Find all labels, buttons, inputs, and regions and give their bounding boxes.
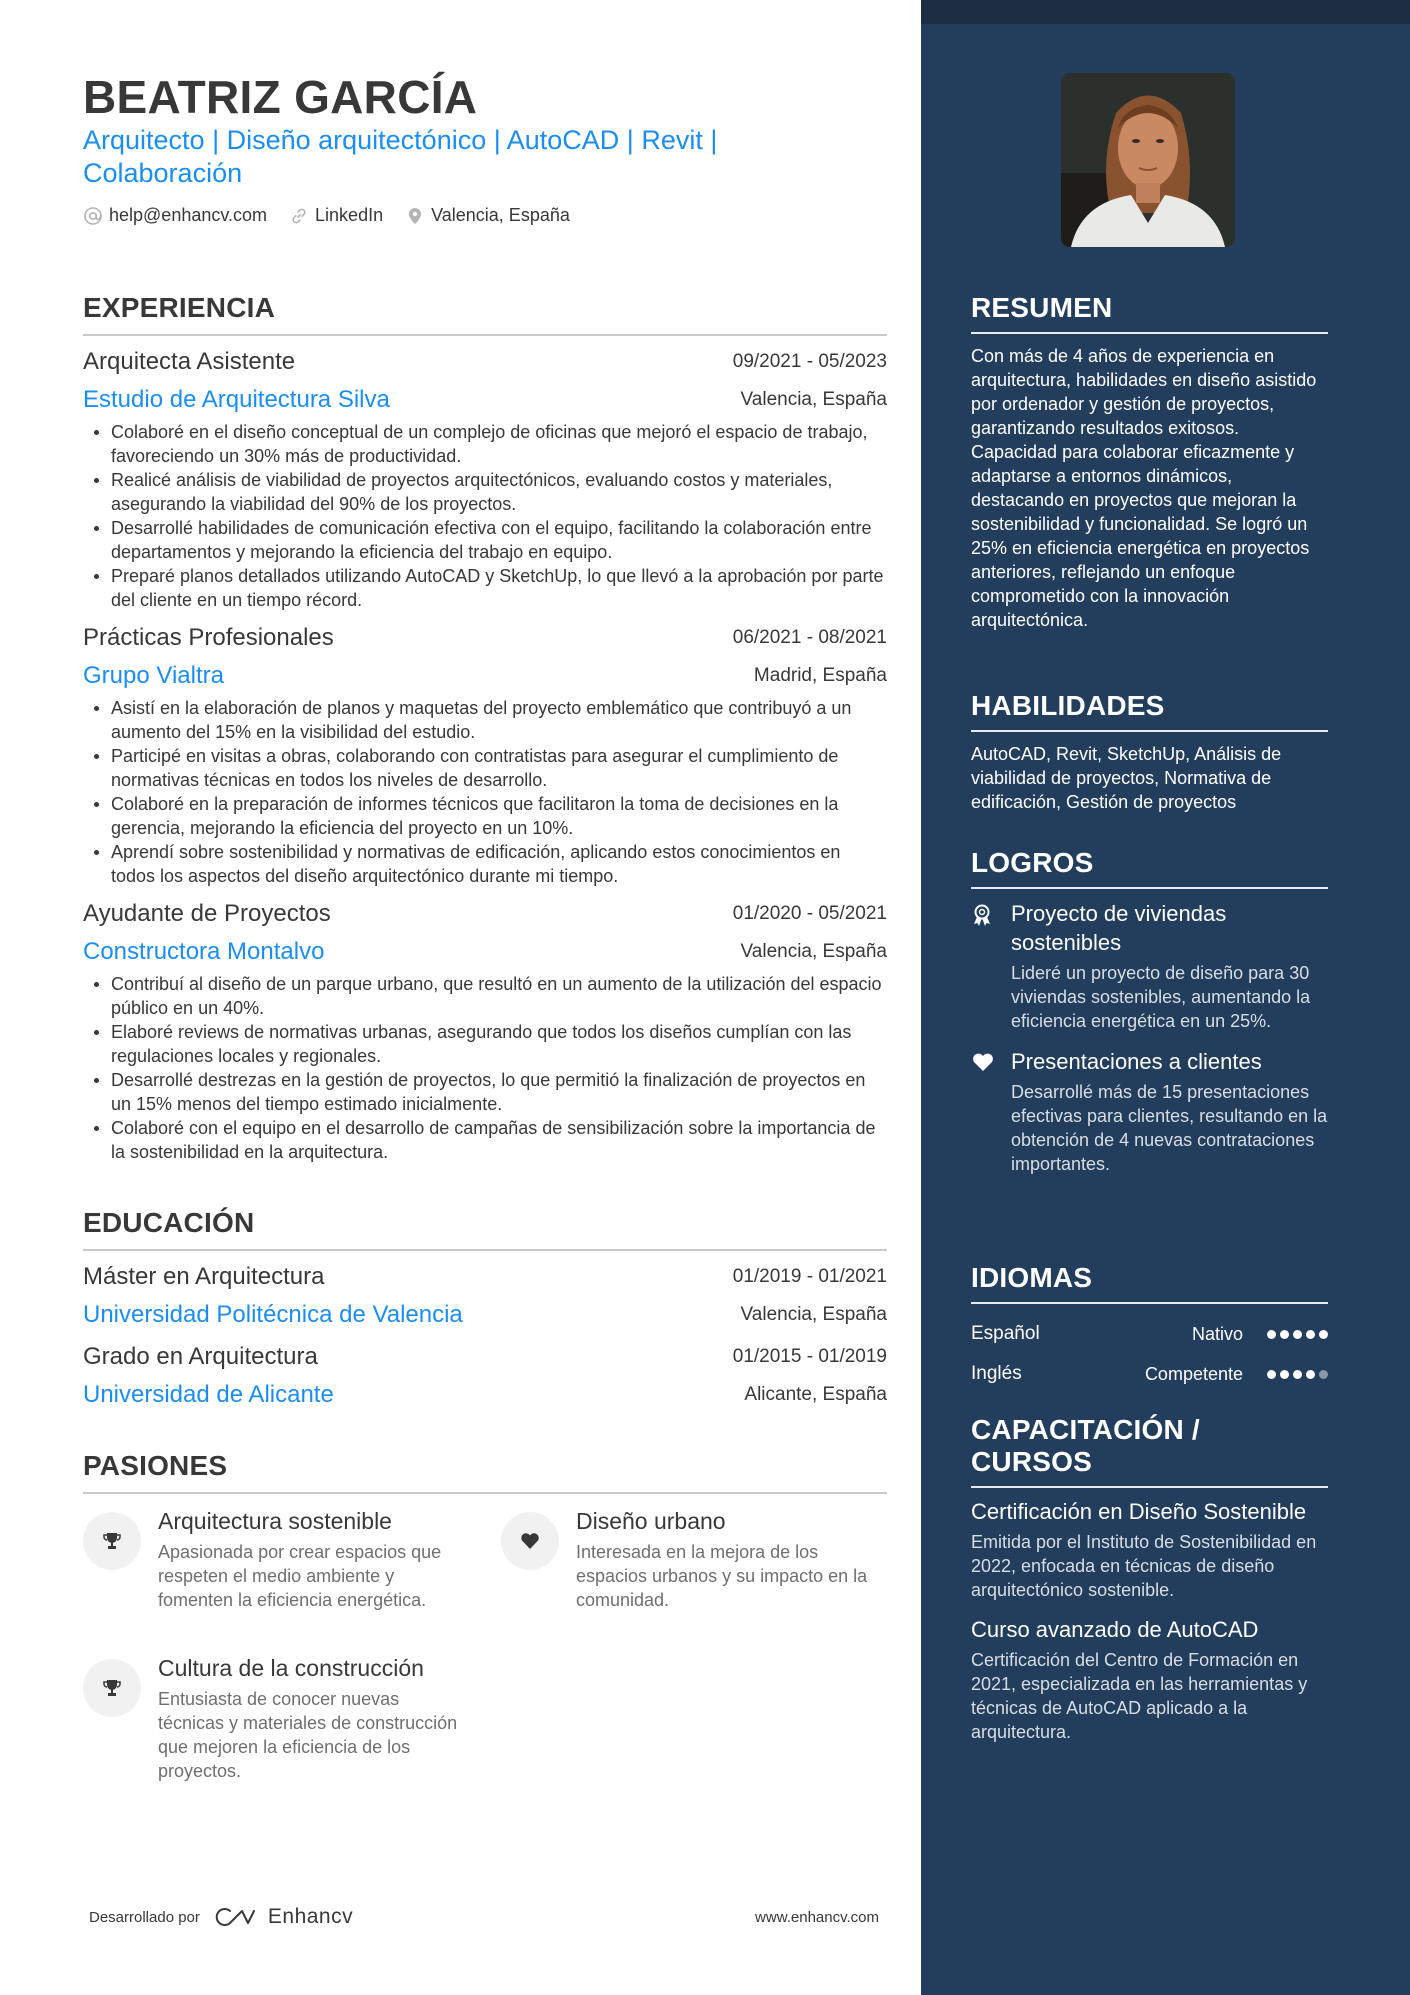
passion-title: Cultura de la construcción [158,1655,424,1681]
job-bullets [83,696,887,888]
bullet-item: Colaboré en el diseño conceptual de un complejo de oficinas que mejoró el espacio de trabajo, favoreciendo un 30% más de productividad. [83,420,887,468]
at-icon [83,206,103,226]
powered-by-label: Desarrollado por [89,1908,200,1926]
headline: Arquitecto | Diseño arquitectónico | AutoCAD | Revit | Colaboración [83,125,718,188]
bullet-item: Contribuí al diseño de un parque urbano, que resultó en un aumento de la utilización del espacio público en un 40%. [83,972,887,1020]
education-entry [83,1337,887,1413]
job-dates: 06/2021 - 08/2021 [732,627,887,648]
job-role: Ayudante de Proyectos [83,900,331,927]
trophy-icon [83,1659,141,1717]
passion-item [83,1653,473,1783]
languages-section [971,1262,1328,1394]
achievement-item [971,899,1328,1033]
contact-row [83,205,592,226]
award-icon [971,899,1011,1033]
passion-title: Diseño urbano [576,1508,726,1534]
sidebar-top-band [921,0,1410,24]
summary-text: Con más de 4 años de experiencia en arquitectura, habilidades en diseño asistido por ordenador y gestión de proyectos, garantizando resultados exitosos. Capacidad para colaborar eficazmente y adaptarse a entornos dinámicos, destacando en proyectos que mejoran la sostenibilidad y funcionalidad. Se logró un 25% en eficiencia energética en proyectos anteriores, reflejando un enfoque comprometido con la innovación arquitectónica. [971,346,1317,630]
candidate-name: BEATRIZ GARCÍA [83,71,478,123]
language-level: Nativo [1191,1323,1243,1344]
section-title-experience: EXPERIENCIA [83,292,887,336]
dot-filled [1293,1330,1302,1339]
language-name: Inglés [971,1363,1022,1384]
edu-dates: 01/2019 - 01/2021 [732,1266,887,1287]
powered-by [89,1905,353,1929]
course-desc: Emitida por el Instituto de Sostenibilidad en 2022, enfocada en técnicas de diseño arquitectónico sostenible. [971,1532,1317,1600]
achievement-item [971,1047,1328,1176]
section-title-achievements: LOGROS [971,847,1328,889]
brand-name: Enhancv [267,1905,354,1928]
passion-item [501,1506,891,1612]
section-title-passions: PASIONES [83,1450,887,1494]
edu-location: Alicante, España [744,1384,887,1405]
job-location: Valencia, España [740,389,887,410]
bullet-item: Realicé análisis de viabilidad de proyectos arquitectónicos, evaluando costos y materiales, asegurando la viabilidad del 90% de los proyectos. [83,468,887,516]
job-bullets [83,420,887,612]
contact-linkedin[interactable] [289,205,383,226]
website-link[interactable]: www.enhancv.com [755,1908,879,1926]
school: Universidad Politécnica de Valencia [83,1301,463,1328]
dot-filled [1267,1330,1276,1339]
language-item [971,1314,1328,1354]
link-icon [289,206,309,226]
sidebar [921,0,1410,1995]
dot-filled [1267,1370,1276,1379]
degree: Máster en Arquitectura [83,1263,325,1290]
dot-filled [1306,1330,1315,1339]
course-title: Curso avanzado de AutoCAD [971,1617,1259,1642]
achievement-title: Presentaciones a clientes [1011,1049,1262,1074]
profile-photo [1061,73,1235,247]
skills-section [971,690,1328,814]
map-pin-icon [405,206,425,226]
bullet-item: Participé en visitas a obras, colaborando con contratistas para asegurar el cumplimiento de normativas técnicas en todos los niveles de desarrollo. [83,744,887,792]
bullet-item: Colaboré en la preparación de informes técnicos que facilitaron la toma de decisiones en la gerencia, mejorando la eficiencia del proyecto en un 10%. [83,792,887,840]
skills-text: AutoCAD, Revit, SketchUp, Análisis de viabilidad de proyectos, Normativa de edificación, Gestión de proyectos [971,744,1282,812]
summary-section [971,292,1328,632]
course-desc: Certificación del Centro de Formación en 2021, especializada en las herramientas y técnicas de AutoCAD aplicado a la arquitectura. [971,1650,1308,1742]
job-company: Constructora Montalvo [83,938,325,965]
bullet-item: Desarrollé habilidades de comunicación efectiva con el equipo, facilitando la colaboración entre departamentos y mejorando la eficiencia del trabajo en equipo. [83,516,887,564]
section-title-skills: HABILIDADES [971,690,1328,732]
education-section [83,1207,887,1413]
dot-filled [1319,1330,1328,1339]
footer [83,1905,879,1929]
passion-item [83,1506,473,1612]
job-dates: 09/2021 - 05/2023 [732,351,887,372]
achievement-title: Proyecto de viviendas sostenibles [1011,901,1227,955]
course-title: Certificación en Diseño Sostenible [971,1499,1307,1524]
passions-section [83,1450,887,1790]
section-title-summary: RESUMEN [971,292,1328,334]
experience-section [83,292,887,1170]
course-item [971,1498,1328,1602]
linkedin-text: LinkedIn [315,205,384,225]
dot-empty [1319,1370,1328,1379]
heart-icon [971,1047,1011,1176]
achievement-desc: Desarrollé más de 15 presentaciones efectivas para clientes, resultando en la obtención de 4 nuevas contrataciones importantes. [1011,1082,1328,1174]
job-company: Estudio de Arquitectura Silva [83,386,390,413]
dot-filled [1280,1330,1289,1339]
education-entry [83,1257,887,1333]
enhancv-logo[interactable] [212,1905,353,1929]
passion-title: Arquitectura sostenible [158,1508,392,1534]
trophy-icon [83,1512,141,1570]
achievements-section [971,847,1328,1186]
dot-filled [1280,1370,1289,1379]
passion-desc: Interesada en la mejora de los espacios urbanos y su impacto en la comunidad. [576,1542,868,1610]
courses-section [971,1414,1328,1758]
bullet-item: Elaboré reviews de normativas urbanas, asegurando que todos los diseños cumplían con las regulaciones locales y regionales. [83,1020,887,1068]
passions-grid [83,1500,887,1790]
language-level: Competente [1144,1363,1243,1384]
section-title-languages: IDIOMAS [971,1262,1328,1304]
job-company: Grupo Vialtra [83,662,224,689]
contact-location [405,205,570,226]
course-item [971,1616,1328,1744]
contact-email[interactable] [83,205,267,226]
bullet-item: Desarrollé destrezas en la gestión de proyectos, lo que permitió la finalización de proyectos en un 15% menos del tiempo estimado inicialmente. [83,1068,887,1116]
job-entry [83,618,887,888]
job-role: Prácticas Profesionales [83,624,334,651]
dot-filled [1306,1370,1315,1379]
job-entry [83,894,887,1164]
achievement-desc: Lideré un proyecto de diseño para 30 viviendas sostenibles, aumentando la eficiencia energética en un 25%. [1011,963,1311,1031]
proficiency-dots [1263,1330,1328,1339]
degree: Grado en Arquitectura [83,1343,318,1370]
language-name: Español [971,1323,1040,1344]
email-text: help@enhancv.com [109,205,268,225]
bullet-item: Colaboré con el equipo en el desarrollo de campañas de sensibilización sobre la importancia de la sostenibilidad en la arquitectura. [83,1116,887,1164]
job-bullets [83,972,887,1164]
edu-location: Valencia, España [740,1304,887,1325]
section-title-courses: CAPACITACIÓN / CURSOS [971,1414,1328,1488]
bullet-item: Preparé planos detallados utilizando AutoCAD y SketchUp, lo que llevó a la aprobación por parte del cliente en un tiempo récord. [83,564,887,612]
location-text: Valencia, España [431,205,570,225]
enhancv-logo-icon [212,1905,258,1929]
dot-filled [1293,1370,1302,1379]
job-entry [83,342,887,612]
passion-desc: Apasionada por crear espacios que respeten el medio ambiente y fomenten la eficiencia energética. [158,1542,442,1610]
school: Universidad de Alicante [83,1381,334,1408]
job-location: Madrid, España [753,665,887,686]
bullet-item: Asistí en la elaboración de planos y maquetas del proyecto emblemático que contribuyó a un aumento del 15% en la visibilidad del estudio. [83,696,887,744]
passion-desc: Entusiasta de conocer nuevas técnicas y materiales de construcción que mejoren la eficiencia de los proyectos. [158,1689,458,1781]
edu-dates: 01/2015 - 01/2019 [732,1346,887,1367]
job-location: Valencia, España [740,941,887,962]
section-title-education: EDUCACIÓN [83,1207,887,1251]
language-item [971,1354,1328,1394]
bullet-item: Aprendí sobre sostenibilidad y normativas de edificación, aplicando estos conocimientos en todos los aspectos del diseño arquitectónico durante mi tiempo. [83,840,887,888]
proficiency-dots [1263,1370,1328,1379]
heart-icon [501,1512,559,1570]
job-role: Arquitecta Asistente [83,348,296,375]
job-dates: 01/2020 - 05/2021 [732,903,887,924]
